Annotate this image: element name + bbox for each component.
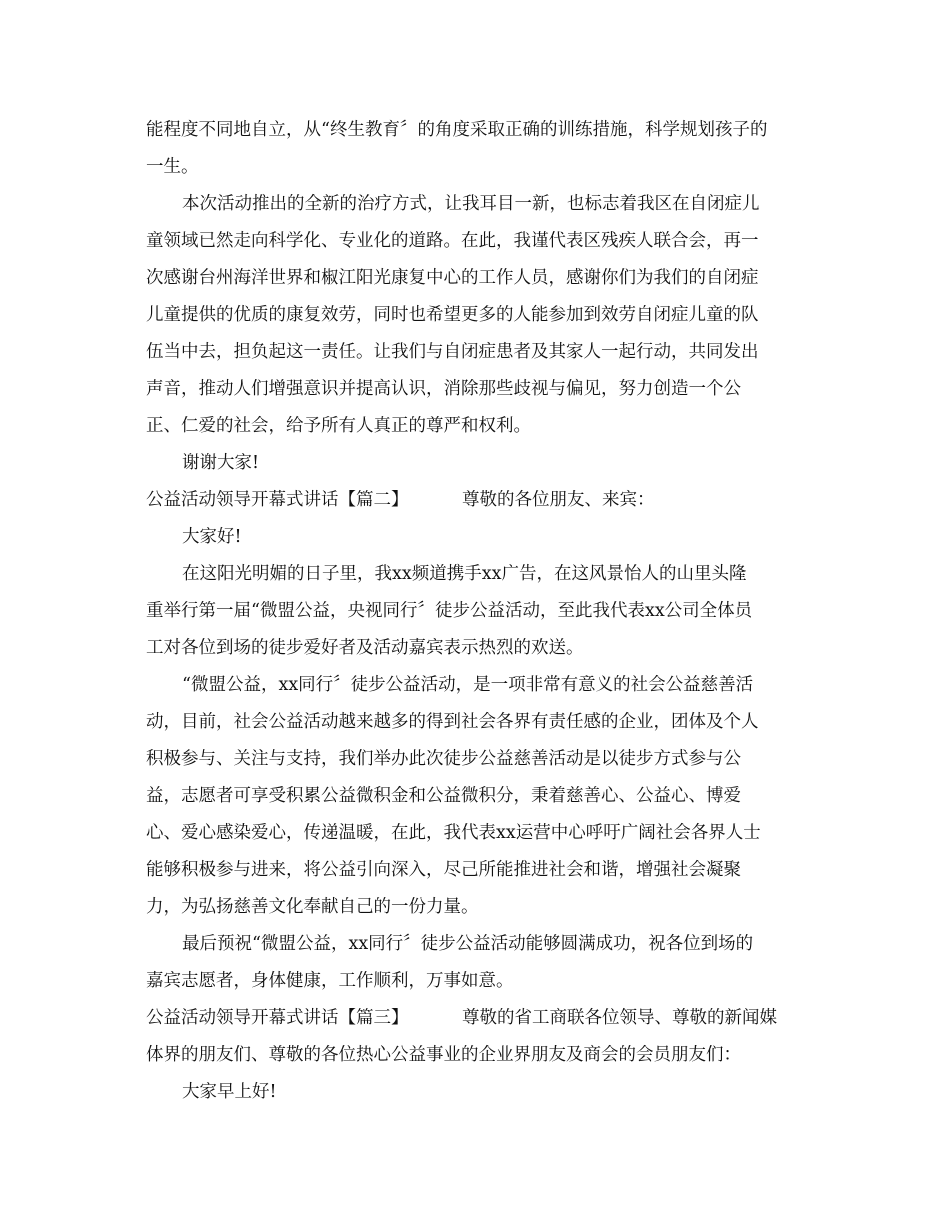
section-heading: 公益活动领导开幕式讲话【篇二】 bbox=[146, 490, 409, 510]
section-heading-line bbox=[146, 1000, 810, 1037]
paragraph-line: 体界的朋友们、尊敬的各位热心公益事业的企业界朋友及商会的会员朋友们： bbox=[146, 1045, 741, 1065]
salutation-text: 尊敬的省工商联各位领导、尊敬的新闻媒 bbox=[462, 1008, 777, 1028]
paragraph-line: 工对各位到场的徒步爱好者及活动嘉宾表示热烈的欢送。 bbox=[146, 638, 584, 658]
paragraph-line: 力，为弘扬慈善文化奉献自己的一份力量。 bbox=[146, 897, 479, 917]
paragraph-line: 次感谢台州海洋世界和椒江阳光康复中心的工作人员，感谢你们为我们的自闭症 bbox=[146, 268, 759, 288]
section-heading: 公益活动领导开幕式讲话【篇三】 bbox=[146, 1008, 409, 1028]
paragraph-line: 童领域已然走向科学化、专业化的道路。在此，我谨代表区残疾人联合会，再一 bbox=[146, 231, 759, 251]
paragraph-line: 正、仁爱的社会，给予所有人真正的尊严和权利。 bbox=[146, 416, 531, 436]
closing-line: 谢谢大家! bbox=[182, 453, 260, 473]
paragraph-line: 嘉宾志愿者，身体健康，工作顺利，万事如意。 bbox=[146, 971, 514, 991]
greeting-line: 大家好! bbox=[182, 527, 242, 547]
paragraph-line: 动，目前，社会公益活动越来越多的得到社会各界有责任感的企业，团体及个人 bbox=[146, 712, 759, 732]
greeting-line: 大家早上好! bbox=[182, 1082, 277, 1102]
paragraph-line: 益，志愿者可享受积累公益微积金和公益微积分，秉着慈善心、公益心、博爱 bbox=[146, 786, 741, 806]
paragraph-line: 重举行第一届“微盟公益，央视同行〞徒步公益活动，至此我代表xx公司全体员 bbox=[146, 601, 753, 621]
paragraph-line: 声音，推动人们增强意识并提高认识，消除那些歧视与偏见，努力创造一个公 bbox=[146, 379, 741, 399]
salutation-text: 尊敬的各位朋友、来宾： bbox=[462, 490, 655, 510]
section-heading-line bbox=[146, 482, 810, 519]
paragraph-line: 心、爱心感染爱心，传递温暖，在此，我代表xx运营中心呼吁广阔社会各界人士 bbox=[146, 823, 761, 843]
paragraph-line: 本次活动推出的全新的治疗方式，让我耳目一新，也标志着我区在自闭症儿 bbox=[182, 194, 760, 214]
paragraph-line: 儿童提供的优质的康复效劳，同时也希望更多的人能参加到效劳自闭症儿童的队 bbox=[146, 305, 759, 325]
paragraph-line: “微盟公益，xx同行〞徒步公益活动，是一项非常有意义的社会公益慈善活 bbox=[182, 675, 754, 695]
document-body bbox=[146, 112, 810, 1111]
paragraph-line: 在这阳光明媚的日子里，我xx频道携手xx广告，在这风景怡人的山里头隆 bbox=[182, 564, 747, 584]
paragraph-line: 能够积极参与进来，将公益引向深入，尽己所能推进社会和谐，增强社会凝聚 bbox=[146, 860, 741, 880]
paragraph-line: 伍当中去，担负起这一责任。让我们与自闭症患者及其家人一起行动，共同发出 bbox=[146, 342, 759, 362]
paragraph-line: 积极参与、关注与支持，我们举办此次徒步公益慈善活动是以徒步方式参与公 bbox=[146, 749, 741, 769]
paragraph-line: 最后预祝“微盟公益，xx同行〞徒步公益活动能够圆满成功，祝各位到场的 bbox=[182, 934, 754, 954]
paragraph-line: 一生。 bbox=[146, 157, 199, 177]
paragraph-line: 能程度不同地自立，从“终生教育〞的角度采取正确的训练措施，科学规划孩子的 bbox=[146, 120, 768, 140]
